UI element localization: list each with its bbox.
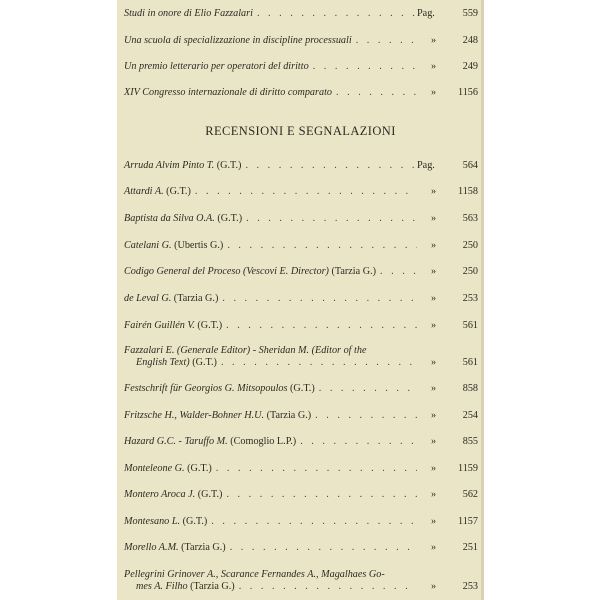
dot-leader: [257, 8, 417, 20]
review-reviewer: (Tarzia G.): [190, 581, 235, 592]
review-author: mes A. Filho: [136, 581, 188, 592]
review-author: Catelani G.: [124, 240, 172, 251]
review-entry: [124, 266, 478, 278]
review-reviewer: (G.T.): [290, 383, 315, 394]
page-number: 561: [462, 357, 478, 368]
review-reviewer: (G.T.): [217, 213, 243, 224]
page-prefix: »: [430, 293, 437, 304]
review-author: Morello A.M.: [124, 542, 179, 553]
review-author: Baptista da Silva O.A.: [124, 213, 215, 224]
dot-leader: [221, 357, 417, 369]
review-author: Arruda Alvim Pinto T.: [124, 160, 215, 171]
page-number: 855: [462, 436, 478, 447]
entry-title: XIV Congresso internazionale di diritto comparato: [124, 87, 332, 98]
index-entry: [124, 61, 478, 73]
page-prefix: »: [430, 186, 437, 197]
entry-title: Studi in onore di Elio Fazzalari: [124, 8, 253, 19]
index-entry: [124, 35, 478, 47]
review-entry: [124, 383, 478, 395]
review-reviewer: (G.T.): [182, 516, 208, 527]
review-entry: [124, 240, 478, 252]
page-number: 251: [462, 542, 478, 553]
dot-leader: [313, 61, 417, 73]
review-entry-multiline: [124, 345, 478, 369]
review-entry: [124, 542, 478, 554]
page-prefix: »: [430, 410, 437, 421]
page-prefix: »: [430, 581, 437, 592]
review-reviewer: (Tarzia G.): [266, 410, 312, 421]
section-heading: RECENSIONI E SEGNALAZIONI: [205, 124, 396, 138]
page-number: 1156: [458, 87, 478, 98]
review-reviewer: (G.T.): [192, 357, 217, 368]
dot-leader: [315, 410, 417, 422]
review-entry: [124, 213, 478, 225]
review-entry: [124, 160, 478, 172]
review-author-line: Pellegrini Grinover A., Scarance Fernandes A., Magalhaes Go-: [124, 569, 385, 580]
page-prefix: »: [430, 35, 437, 46]
page-number: 1158: [458, 186, 478, 197]
review-entry: [124, 410, 478, 422]
review-reviewer: (G.T.): [216, 160, 242, 171]
page-number: 1159: [458, 463, 478, 474]
dot-leader: [195, 186, 417, 198]
review-author: de Leval G.: [124, 293, 172, 304]
review-author: Hazard G.C. - Taruffo M.: [124, 436, 228, 447]
dot-leader: [216, 463, 417, 475]
dot-leader: [246, 213, 417, 225]
dot-leader: [300, 436, 417, 448]
review-author: Fritzsche H., Walder-Bohner H.U.: [124, 410, 265, 421]
dot-leader: [356, 35, 417, 47]
review-author: Festschrift für Georgios G. Mitsopoulos: [124, 383, 288, 394]
review-entry: [124, 293, 478, 305]
page-number: 562: [462, 489, 478, 500]
dot-leader: [239, 581, 417, 593]
review-reviewer: (Comoglio L.P.): [230, 436, 297, 447]
dot-leader: [319, 383, 417, 395]
page-prefix: »: [430, 320, 437, 331]
review-entry: [124, 463, 478, 475]
page-edge-shadow: [481, 0, 484, 600]
page-prefix: »: [430, 383, 437, 394]
review-reviewer: (Ubertis G.): [174, 240, 224, 251]
review-entry: [124, 320, 478, 332]
review-author: Codigo General del Proceso (Vescovi E. Director): [124, 266, 329, 277]
page-prefix: »: [430, 436, 437, 447]
dot-leader: [222, 293, 417, 305]
dot-leader: [245, 160, 417, 172]
page-number: 559: [462, 8, 478, 19]
review-reviewer: (G.T.): [197, 320, 223, 331]
review-reviewer: (G.T.): [166, 186, 191, 197]
review-author: Attardi A.: [124, 186, 164, 197]
page-prefix: »: [430, 516, 437, 527]
dot-leader: [336, 87, 417, 99]
review-author: English Text): [136, 357, 190, 368]
page-number: 1157: [458, 516, 478, 527]
review-author: Montero Aroca J.: [124, 489, 196, 500]
review-reviewer: (Tarzia G.): [181, 542, 226, 553]
review-reviewer: (G.T.): [187, 463, 212, 474]
page-number: 563: [462, 213, 478, 224]
page-prefix: »: [430, 213, 437, 224]
dot-leader: [230, 542, 417, 554]
page-number: 253: [462, 581, 478, 592]
page-number: 564: [462, 160, 478, 171]
review-author: Monteleone G.: [124, 463, 185, 474]
entry-title: Una scuola di specializzazione in discipline processuali: [124, 35, 352, 46]
index-entry: [124, 8, 478, 20]
entry-title: Un premio letterario per operatori del diritto: [124, 61, 309, 72]
dot-leader: [380, 266, 417, 278]
review-entry: [124, 436, 478, 448]
page-prefix: »: [430, 240, 437, 251]
review-reviewer: (Tarzia G.): [173, 293, 219, 304]
review-reviewer: (Tarzia G.): [331, 266, 377, 277]
page-prefix: »: [430, 489, 437, 500]
index-entry: [124, 87, 478, 99]
page-prefix: Pag.: [417, 160, 435, 171]
page-prefix: »: [430, 61, 437, 72]
page-prefix: »: [430, 87, 437, 98]
page-prefix: »: [430, 357, 437, 368]
page-prefix: »: [430, 463, 437, 474]
page-number: 250: [462, 266, 478, 277]
page-number: 253: [462, 293, 478, 304]
dot-leader: [211, 516, 417, 528]
page-number: 249: [462, 61, 478, 72]
page-prefix: Pag.: [417, 8, 435, 19]
page-prefix: »: [430, 266, 437, 277]
review-author-line: Fazzalari E. (Generale Editor) - Sheridan M. (Editor of the: [124, 345, 367, 356]
page-number: 248: [462, 35, 478, 46]
review-author: Fairén Guillén V.: [124, 320, 195, 331]
dot-leader: [227, 240, 417, 252]
review-entry-multiline: [124, 569, 478, 593]
review-author: Montesano L.: [124, 516, 181, 527]
review-entry: [124, 516, 478, 528]
dot-leader: [226, 489, 417, 501]
review-entry: [124, 489, 478, 501]
page-number: 858: [462, 383, 478, 394]
review-reviewer: (G.T.): [197, 489, 223, 500]
dot-leader: [226, 320, 417, 332]
page-prefix: »: [430, 542, 437, 553]
page-number: 561: [462, 320, 478, 331]
review-entry: [124, 186, 478, 198]
index-page: [117, 0, 484, 600]
page-number: 254: [462, 410, 478, 421]
page-number: 250: [462, 240, 478, 251]
